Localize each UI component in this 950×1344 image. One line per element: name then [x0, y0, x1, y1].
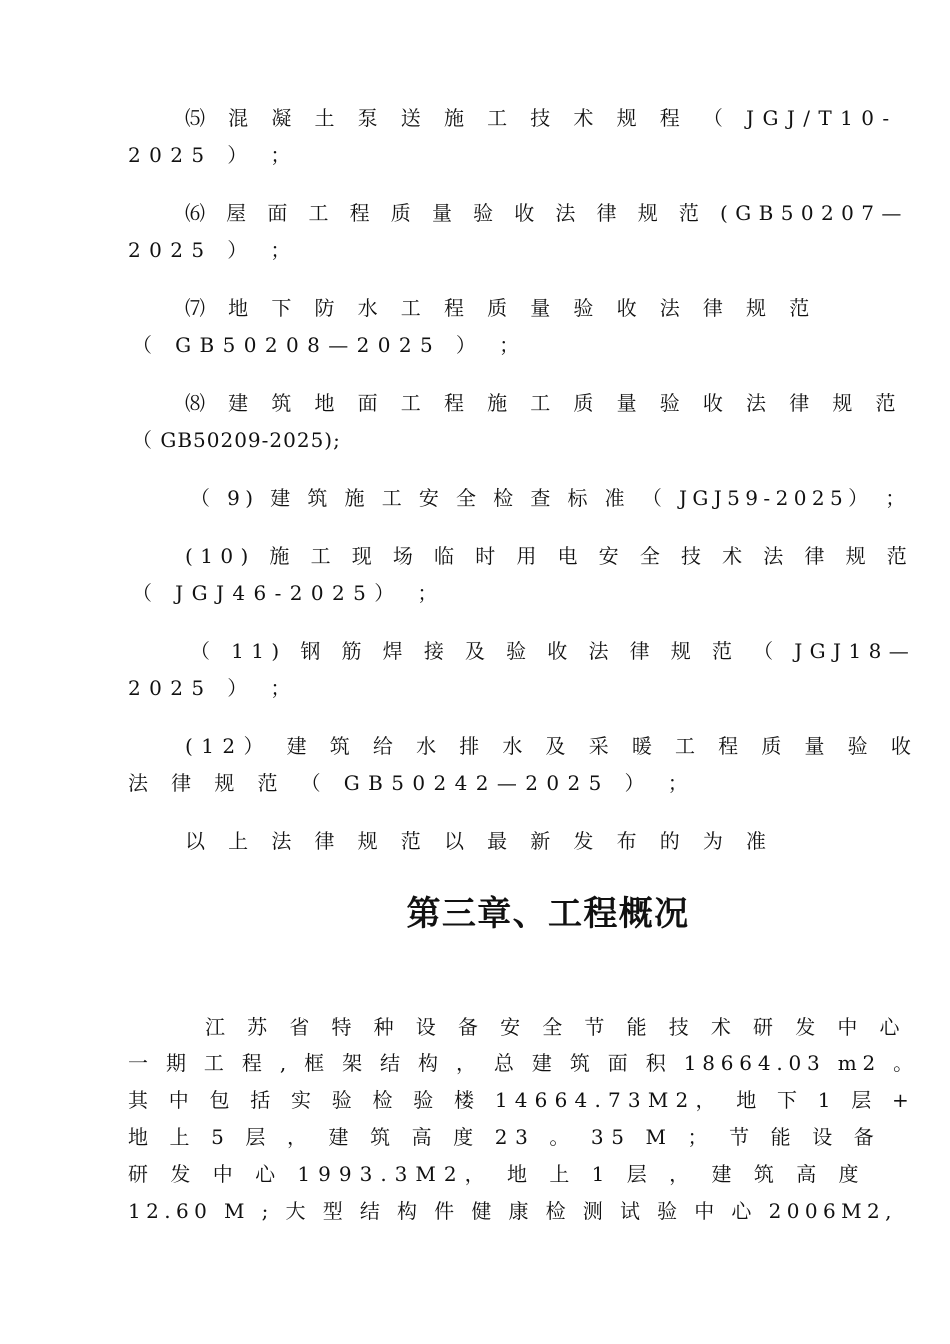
- list-item-6-line-2: 2025 ） ；: [128, 238, 299, 262]
- list-item-11-line-1: （ 11) 钢 筋 焊 接 及 验 收 法 律 规 范 （ JGJ18—: [190, 639, 917, 663]
- list-item-12-line-2: 法 律 规 范 （ GB50242—2025 ） ；: [128, 771, 697, 795]
- chapter-title: 第三章、工程概况: [406, 894, 690, 934]
- list-item-10-line-2: （ JGJ46-2025） ；: [132, 581, 446, 605]
- list-item-5-line-1: ⑸ 混 凝 土 泵 送 施 工 技 术 规 程 （ JGJ/T10-: [185, 106, 898, 130]
- list-item-6-line-1: ⑹ 屋 面 工 程 质 量 验 收 法 律 规 范 (GB50207—: [185, 201, 909, 225]
- list-item-7-line-2: （ GB50208—2025 ） ；: [132, 333, 528, 357]
- overview-line-1: 江 苏 省 特 种 设 备 安 全 节 能 技 术 研 发 中 心: [205, 1015, 908, 1039]
- list-item-12-line-1: (12） 建 筑 给 水 排 水 及 采 暖 工 程 质 量 验 收: [185, 734, 920, 758]
- list-item-8-line-1: ⑻ 建 筑 地 面 工 程 施 工 质 量 验 收 法 律 规 范: [185, 391, 904, 415]
- overview-line-2: 一 期 工 程 , 框 架 结 构 ， 总 建 筑 面 积 18664.03 m2 。: [128, 1051, 919, 1075]
- list-item-5-line-2: 2025 ） ；: [128, 143, 299, 167]
- list-item-9: （ 9) 建 筑 施 工 安 全 检 查 标 准 （ JGJ59-2025） ；: [190, 486, 911, 510]
- list-item-7-line-1: ⑺ 地 下 防 水 工 程 质 量 验 收 法 律 规 范: [185, 296, 818, 320]
- overview-line-4: 地 上 5 层 ， 建 筑 高 度 23 。 35 M ； 节 能 设 备: [128, 1125, 882, 1149]
- overview-line-6: 12.60 M ; 大 型 结 构 件 健 康 检 测 试 验 中 心 2006M2,: [128, 1199, 897, 1223]
- standards-note: 以 上 法 律 规 范 以 最 新 发 布 的 为 准: [185, 829, 775, 853]
- list-item-11-line-2: 2025 ） ；: [128, 676, 299, 700]
- overview-line-5: 研 发 中 心 1993.3M2， 地 上 1 层 ， 建 筑 高 度: [128, 1162, 867, 1186]
- overview-line-3: 其 中 包 括 实 验 检 验 楼 14664.73M2， 地 下 1 层 +: [128, 1088, 916, 1112]
- list-item-10-line-1: (10) 施 工 现 场 临 时 用 电 安 全 技 术 法 律 规 范: [185, 544, 915, 568]
- list-item-8-line-2: （ GB50209-2025);: [132, 428, 341, 452]
